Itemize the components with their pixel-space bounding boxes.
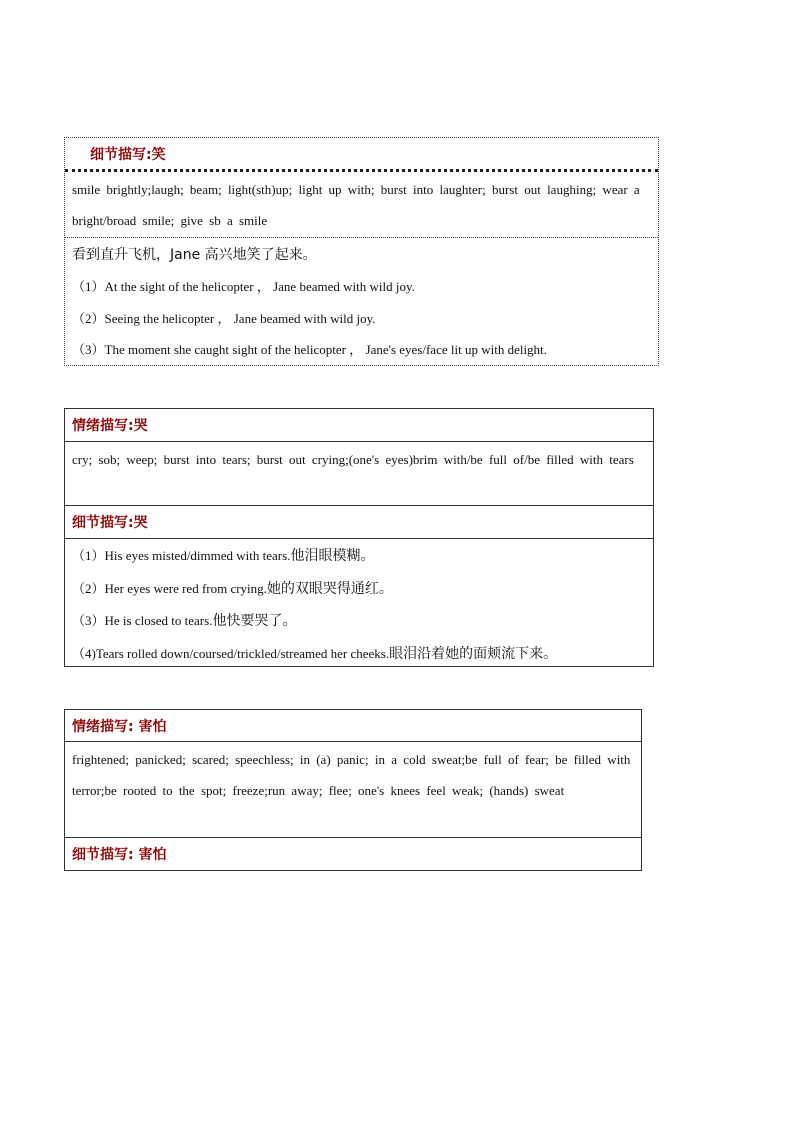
cry-example: [65, 573, 653, 606]
cry-example-cn: 眼泪沿着她的面颊流下来。: [389, 645, 558, 662]
smile-example: （2）Seeing the helicopter ， Jane beamed with wild joy.: [72, 310, 376, 326]
smile-examples: [65, 238, 658, 366]
cry-examples: [65, 539, 653, 670]
cry-example-en: （2）Her eyes were red from crying.: [72, 580, 267, 596]
cry-example: [65, 638, 653, 671]
fear-table: [64, 709, 642, 871]
cry-example-cn: 他泪眼模糊。: [290, 548, 375, 564]
fear-detail-heading: 细节描写: 害怕: [72, 847, 167, 863]
cry-example: [65, 540, 653, 573]
cry-emotion-heading: 情绪描写:哭: [65, 409, 653, 442]
cry-table: [64, 408, 654, 667]
cry-detail-heading: 细节描写:哭: [65, 506, 653, 539]
smile-table: [64, 137, 659, 366]
cry-example-en: （3）He is closed to tears.: [72, 613, 213, 628]
cry-example-en: （4)Tears rolled down/coursed/trickled/streamed her cheeks.: [72, 645, 390, 661]
smile-example: （1）At the sight of the helicopter ， Jane beamed with wild joy.: [72, 279, 415, 294]
smile-detail-heading: 细节描写:笑: [65, 138, 658, 172]
fear-emotion-heading: 情绪描写: 害怕: [65, 710, 641, 742]
cry-example-cn: 她的双眼哭得通红。: [266, 580, 393, 597]
cry-example-en: （1）His eyes misted/dimmed with tears.: [72, 548, 291, 563]
cry-example: [65, 605, 653, 638]
fear-vocab: frightened; panicked; scared; speechless; in (a) panic; in a cold sweat;be full of fear; be filled with terror;be rooted to the spot; freeze;run away; flee; one's knees feel weak; (hands) sweat: [65, 742, 641, 838]
cry-example-cn: 他快要哭了。: [212, 613, 297, 629]
cry-vocab: cry; sob; weep; burst into tears; burst out crying;(one's eyes)brim with/be full of/be filled with tears: [65, 442, 653, 506]
smile-example: （3）The moment she caught sight of the helicopter ， Jane's eyes/face lit up with delight.: [72, 342, 547, 357]
smile-prompt: 看到直升飞机，Jane 高兴地笑了起来。: [72, 247, 317, 263]
smile-vocab: smile brightly;laugh; beam; light(sth)up; light up with; burst into laughter; burst out laughing; wear a bright/broad smile; give sb a smile: [65, 172, 658, 238]
